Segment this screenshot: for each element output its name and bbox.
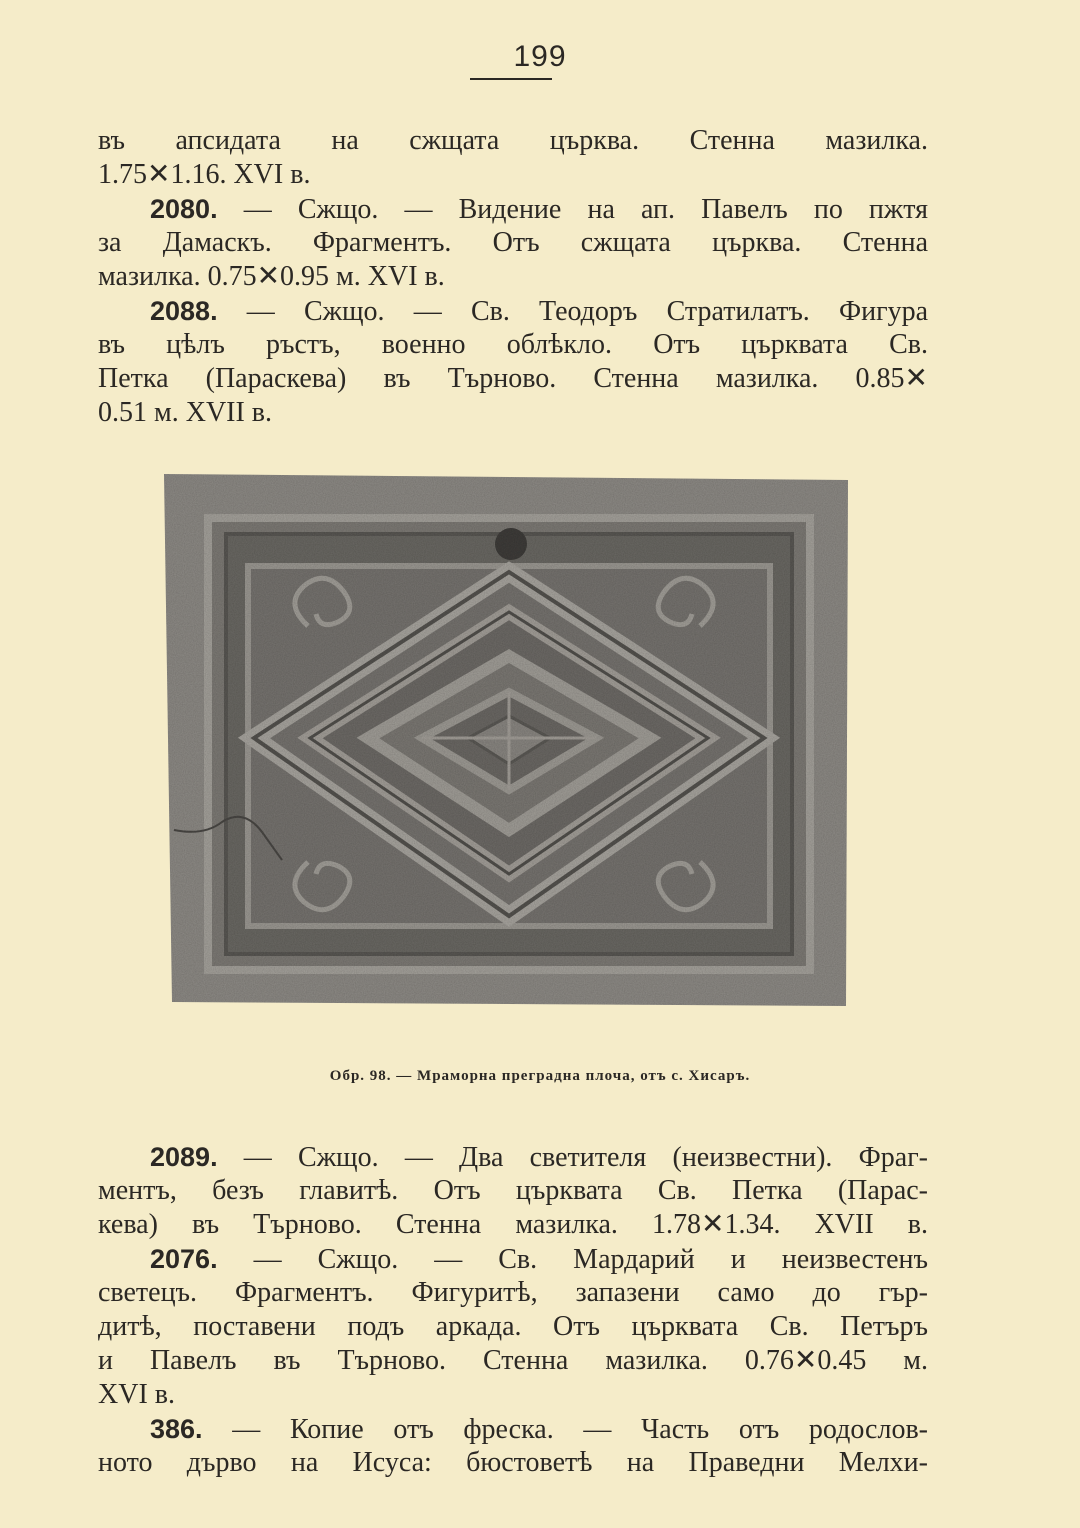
text-line: въ цѣлъ ръстъ, военно облѣкло. Отъ църквата Св. [98,329,928,360]
page-number-underline [470,78,552,80]
entry-text: — Сжщо. — Два светителя (неизвестни). Фраг- [243,1142,928,1173]
text-line: за Дамаскъ. Фрагментъ. Отъ сжщата църква. Стенна [98,227,928,258]
entry-number: 2088. [150,296,218,326]
text-line: кева) въ Търново. Стенна мазилка. 1.78✕1.34. XVII в. [98,1209,928,1240]
text-line: въ апсидата на сжщата църква. Стенна мазилка. [98,125,928,156]
entry-text: — Сжщо. — Св. Мардарий и неизвестенъ [253,1244,928,1275]
text-line: Петка (Параскева) въ Търново. Стенна мазилка. 0.85✕ [98,363,928,394]
text-line: ното дърво на Исуса: бюстоветѣ на Праведни Мелхи- [98,1447,928,1478]
entry-number: 2089. [150,1142,218,1172]
catalog-entry-2076 [98,1242,928,1412]
catalog-entry-386 [98,1412,928,1480]
text-line: мазилка. 0.75✕0.95 м. XVI в. [98,261,445,292]
text-line: и Павелъ въ Търново. Стенна мазилка. 0.76✕0.45 м. [98,1345,928,1376]
text-line [98,294,928,328]
text-line [98,1140,928,1174]
marble-plate-photo [160,470,850,1010]
catalog-entry-2080 [98,192,928,294]
catalog-entries-top [98,124,928,430]
catalog-entry-2089 [98,1140,928,1242]
text-line: ментъ, безъ главитѣ. Отъ църквата Св. Петка (Парас- [98,1175,928,1206]
text-line [98,1412,928,1446]
entry-text: — Сжщо. — Св. Теодоръ Стратилатъ. Фигура [246,296,929,327]
entry-number: 386. [150,1414,203,1444]
figure-caption: Обр. 98. — Мраморна преградна плоча, отъ с. Хисаръ. [329,1068,751,1084]
text-line: светецъ. Фрагментъ. Фигуритѣ, запазени само до гър- [98,1277,928,1308]
catalog-entry-continuation [98,124,928,192]
text-line: дитѣ, поставени подъ аркада. Отъ църквата Св. Петъръ [98,1311,928,1342]
text-line: 0.51 м. XVII в. [98,397,273,428]
entry-text: — Сжщо. — Видение на ап. Павелъ по пжтя [243,194,929,225]
entry-text: — Копие отъ фреска. — Часть отъ родослов- [232,1414,928,1445]
text-line: XVI в. [98,1379,175,1410]
catalog-entries-bottom [98,1140,928,1480]
text-line [98,192,928,226]
page-number: 199 [513,40,567,73]
text-line: 1.75✕1.16. XVI в. [98,159,311,190]
entry-number: 2076. [150,1244,218,1274]
text-line [98,1242,928,1276]
entry-number: 2080. [150,194,218,224]
catalog-entry-2088 [98,294,928,430]
